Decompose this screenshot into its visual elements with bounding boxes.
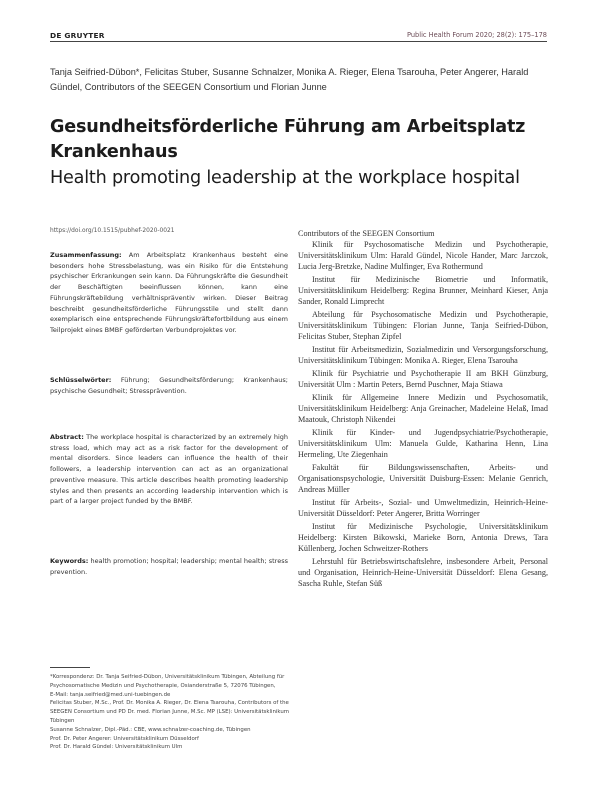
footnote-email[interactable]: E-Mail: tanja.seifried@med.uni-tuebingen.de xyxy=(50,691,171,698)
keywords-english-text: health promotion; hospital; leadership; mental health; stress prevention. xyxy=(50,557,288,576)
abstract-english-label: Abstract: xyxy=(50,433,84,441)
footnotes xyxy=(50,673,290,752)
contributor-institution: Klinik für Allgemeine Innere Medizin und Psychosomatik, Universitätsklinikum Heidelberg: Anja Greinacher, Madeleine Helaß, Imad Maatouk, Christoph Nikendei xyxy=(298,393,548,424)
keywords-german xyxy=(50,375,288,396)
footnote-affiliation-ulm: Prof. Dr. Harald Gündel: Universitätsklinikum Ulm xyxy=(50,744,183,751)
journal-citation: Public Health Forum 2020; 28(2): 175–178 xyxy=(407,31,547,39)
keywords-german-text: Führung; Gesundheitsförderung; Krankenhaus; psychische Gesundheit; Stressprävention. xyxy=(50,376,288,395)
abstract-english xyxy=(50,432,288,507)
publisher-logo: DE GRUYTER xyxy=(50,31,105,40)
keywords-german-label: Schlüsselwörter: xyxy=(50,376,112,384)
contributor-institution: Institut für Medizinische Biometrie und Informatik, Universitätsklinikum Heidelberg: Regina Brunner, Meinhard Kieser, Anja Sander, Ronald Limprecht xyxy=(298,275,548,306)
footnote-affiliation-tuebingen: Felicitas Stuber, M.Sc., Prof. Dr. Monika A. Rieger, Dr. Elena Tsarouha, Contributors of the SEEGEN Consortium und PD Dr. med. Florian Junne, M.Sc. MP (LSE): Universitätsklinikum Tübingen xyxy=(50,700,290,724)
contributors-heading: Contributors of the SEEGEN Consortium xyxy=(298,229,435,238)
footnote-correspondence: *Korrespondenz: Dr. Tanja Seifried-Dübon, Universitätsklinikum Tübingen, Abteilung für Psychosomatische Medizin und Psychotherapie, Osianderstraße 5, 72076 Tübingen, xyxy=(50,674,285,689)
header-rule xyxy=(50,41,547,42)
contributor-institution: Institut für Arbeitsmedizin, Sozialmedizin und Versorgungsforschung, Universitätsklinikum Tübingen: Monika A. Rieger, Elena Tsarouha xyxy=(298,345,548,365)
contributor-institution: Institut für Arbeits-, Sozial- und Umweltmedizin, Heinrich-Heine-Universität Düsseldorf: Peter Angerer, Britta Worringer xyxy=(298,498,548,518)
keywords-english xyxy=(50,556,288,577)
contributors-section xyxy=(298,228,548,591)
contributor-institution: Klinik für Kinder- und Jugendpsychiatrie/Psychotherapie, Universitätsklinikum Ulm: Manuela Gulde, Katharina Henn, Lina Hermeling, Ute Ziegenhain xyxy=(298,428,548,459)
footnote-affiliation-cbe: Susanne Schnalzer, Dipl.-Päd.: CBE, www.schnalzer-coaching.de, Tübingen xyxy=(50,726,251,733)
keywords-english-label: Keywords: xyxy=(50,557,89,565)
footnote-affiliation-duesseldorf: Prof. Dr. Peter Angerer: Universitätsklinikum Düsseldorf xyxy=(50,735,199,742)
title-german: Gesundheitsförderliche Führung am Arbeitsplatz Krankenhaus xyxy=(50,117,526,162)
abstract-german-text: Am Arbeitsplatz Krankenhaus besteht eine besonders hohe Stressbelastung, was ein Risiko für die Entstehung psychischer Erkrankungen sein kann. Da Führungskräfte die Gesundheit der Beschäftigten beeinflussen können, kann eine Führungskräftebildung verhältnispräventiv wirken. Dieser Beitrag beschreibt gesundheitsförderliche Führungsstile und stellt dann exemplarisch eine entsprechende Führungskräftefortbildung aus einem Teilprojekt eines BMBF geförderten Verbundprojektes vor. xyxy=(50,251,288,334)
abstract-german-label: Zusammenfassung: xyxy=(50,251,122,259)
title-english: Health promoting leadership at the workplace hospital xyxy=(50,168,520,188)
contributor-institution: Institut für Medizinische Psychologie, Universitätsklinikum Heidelberg: Kirsten Bikowski, Marieke Born, Antonia Drews, Tara Küllenberg, Jochen Schweitzer-Rothers xyxy=(298,522,548,553)
doi-link[interactable]: https://doi.org/10.1515/pubhef-2020-0021 xyxy=(50,228,175,234)
abstract-english-text: The workplace hospital is characterized by an extremely high stress load, which may act as a risk factor for the development of mental disorders. Since leaders can influence the health of their followers, a leadership intervention can act as an organizational preventive measure. This article describes health promoting leadership styles and then presents an according leadership intervention which is part of a larger project funded by the BMBF. xyxy=(50,433,288,506)
contributor-institution: Klinik für Psychiatrie und Psychotherapie II am BKH Günzburg, Universität Ulm : Martin Peters, Bernd Puschner, Maja Stiawa xyxy=(298,369,548,389)
contributor-institution: Fakultät für Bildungswissenschaften, Arbeits- und Organisationspsychologie, Universität Duisburg-Essen: Melanie Genrich, Andreas Müller xyxy=(298,463,548,494)
contributor-institution: Klinik für Psychosomatische Medizin und Psychotherapie, Universitätsklinikum Ulm: Harald Gündel, Nicole Hander, Marc Jarczok, Lucia Jerg-Bretzke, Nadine Mulfinger, Eva Rothermund xyxy=(298,240,548,271)
author-list: Tanja Seifried-Dübon*, Felicitas Stuber, Susanne Schnalzer, Monika A. Rieger, Elena Tsarouha, Peter Angerer, Harald Gündel, Contributors of the SEEGEN Consortium und Florian Junne xyxy=(50,67,529,92)
contributor-institution: Abteilung für Psychosomatische Medizin und Psychotherapie, Universitätsklinikum Tübingen: Florian Junne, Tanja Seifried-Dübon, Felicitas Stuber, Stephan Zipfel xyxy=(298,310,548,341)
footnote-rule xyxy=(50,667,90,668)
contributor-institution: Lehrstuhl für Betriebswirtschaftslehre, insbesondere Arbeit, Personal und Organisation, Heinrich-Heine-Universität Düsseldorf: Elena Gesang, Sascha Ruhle, Stefan Süß xyxy=(298,557,548,588)
abstract-german xyxy=(50,250,288,336)
